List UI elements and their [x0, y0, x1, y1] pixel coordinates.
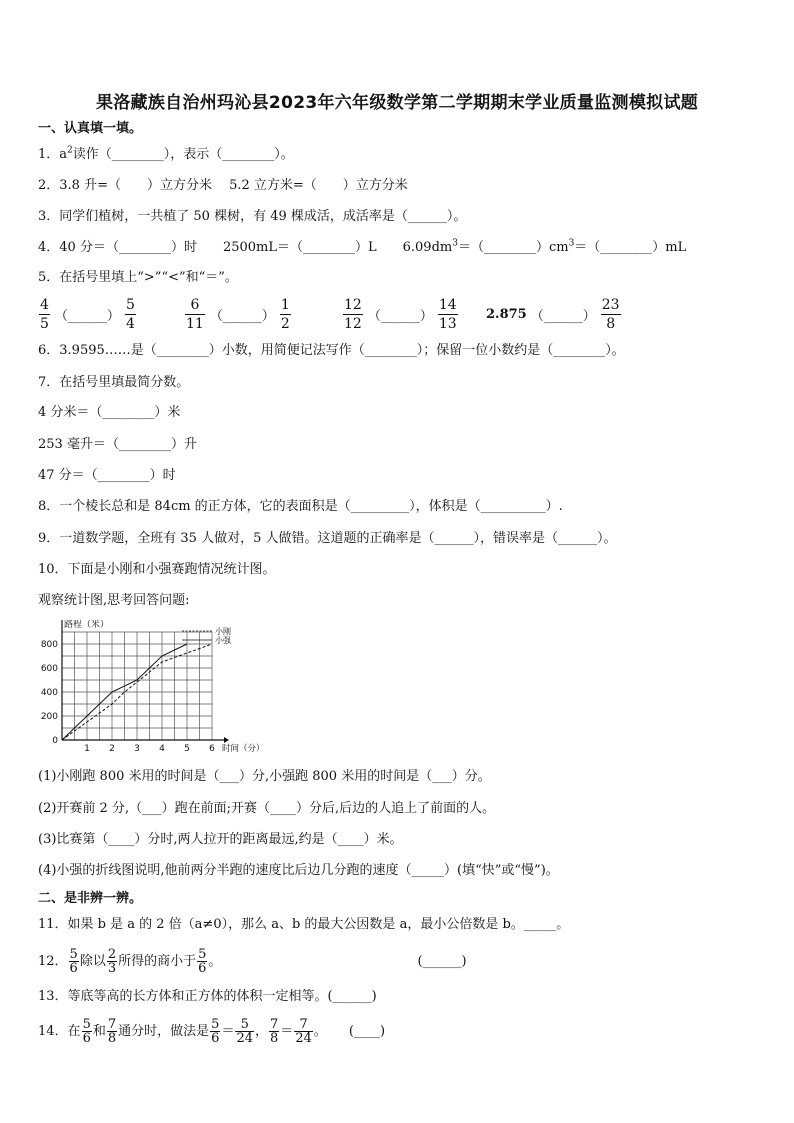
fraction: $\frac{7}{24}$ [295, 1017, 312, 1046]
comparison-item [486, 296, 622, 333]
fraction: $\frac{2}{3}$ [107, 947, 117, 976]
y-tick-label: 0 [52, 736, 58, 746]
decimal-value: 2.875 [486, 307, 527, 322]
question-7: 7．在括号里填最简分数。 [38, 375, 190, 390]
question-8: 8．一个棱长总和是 84cm 的正方体，它的表面积是（_________），体积是（__________）. [38, 499, 563, 514]
fraction: $\frac{7}{8}$ [107, 1017, 117, 1046]
question-14 [38, 1017, 385, 1047]
comparison-row [38, 296, 758, 336]
q12-text: 。 [208, 954, 222, 969]
x-tick-label: 4 [159, 744, 165, 754]
page-title: 果洛藏族自治州玛沁县2023年六年级数学第二学期期末学业质量监测模拟试题 [95, 93, 699, 113]
y-tick-label: 600 [40, 664, 58, 674]
question-7b: 253 毫升＝（________）升 [38, 437, 197, 452]
fraction: $\frac{5}{6}$ [211, 1017, 220, 1046]
question-10-1: (1)小刚跑 800 米用的时间是（___）分,小强跑 800 米用的时间是（___）分。 [38, 769, 491, 784]
x-axis-label: 时间（分） [222, 744, 265, 754]
y-tick-label: 400 [40, 688, 58, 698]
question-5: 5．在括号里填上“>”“<”和“＝”。 [38, 270, 238, 285]
y-tick-label: 800 [40, 640, 58, 650]
question-13: 13．等底等高的长方体和正方体的体积一定相等。(______) [38, 989, 377, 1004]
question-2: 2．3.8 升=（ ）立方分米 5.2 立方米=（ ）立方分米 [38, 178, 408, 193]
fraction: $\frac{7}{8}$ [270, 1017, 279, 1046]
legend-label: 小强 [215, 636, 231, 645]
equals-sign: ＝ [280, 1024, 294, 1039]
fraction: $\frac{23}{8}$ [601, 297, 620, 332]
comparison-item [342, 296, 459, 333]
question-11: 11．如果 b 是 a 的 2 倍（a≠0），那么 a、b 的最大公因数是 a，最小公倍数是 b。_____。 [38, 917, 570, 932]
answer-blank[interactable]: （______） [367, 309, 433, 324]
fraction: $\frac{5}{4}$ [125, 297, 135, 332]
x-tick-label: 1 [84, 744, 90, 754]
q12-number: 12． [38, 954, 68, 969]
x-tick-label: 2 [109, 744, 115, 754]
legend-label: 小刚 [215, 627, 231, 636]
fraction: $\frac{12}{12}$ [344, 297, 362, 332]
x-tick-label: 3 [134, 744, 140, 754]
question-10-3: (3)比赛第（____）分时,两人拉开的距离最远,约是（____）米。 [38, 832, 403, 847]
q12-text: 所得的商小于 [118, 954, 197, 969]
q1-text: 读作（________），表示（________）。 [72, 147, 294, 162]
fraction: $\frac{5}{24}$ [236, 1017, 253, 1046]
q4-part-a: 4．40 分＝（________）时 2500mL＝（________）L 6.09dm [38, 240, 453, 255]
fraction: $\frac{1}{2}$ [280, 297, 290, 332]
x-tick-label: 6 [209, 744, 215, 754]
separator: ， [255, 1024, 269, 1039]
question-12 [38, 947, 467, 977]
fraction: $\frac{14}{13}$ [438, 297, 457, 332]
q14-number: 14． [38, 1024, 68, 1039]
fraction: $\frac{5}{6}$ [198, 947, 207, 976]
question-1 [38, 146, 294, 164]
q12-text: 除以 [79, 954, 106, 969]
section-heading: 一、认真填一填。 [38, 121, 143, 136]
fraction: $\frac{6}{11}$ [186, 297, 204, 332]
equals-sign: ＝ [221, 1024, 235, 1039]
question-10-2: (2)开赛前 2 分,（___）跑在前面;开赛（____）分后,后边的人追上了前面的人。 [38, 801, 496, 816]
x-tick-label: 5 [184, 744, 190, 754]
x-axis-arrow [224, 737, 229, 743]
q14-text: 通分时，做法是 [118, 1024, 210, 1039]
fraction: $\frac{5}{6}$ [82, 1017, 91, 1046]
q1-exponent: 2 [67, 145, 73, 156]
section-heading: 二、是非辨一辨。 [38, 891, 143, 906]
q14-text: 在 [67, 1024, 81, 1039]
fraction: $\frac{4}{5}$ [40, 297, 49, 332]
q4-part-b: ＝（________）cm [457, 240, 569, 255]
q4-exponent-2: 3 [568, 238, 575, 249]
question-4 [38, 239, 686, 257]
y-tick-label: 200 [40, 712, 58, 722]
question-9: 9．一道数学题，全班有 35 人做对，5 人做错。这道题的正确率是（______），错误率是（______）。 [38, 531, 617, 546]
chart-axes [59, 620, 229, 743]
comparison-item [38, 296, 137, 333]
answer-blank[interactable]: (____) [348, 1024, 386, 1039]
q14-text: 。 [313, 1024, 327, 1039]
q4-exponent-1: 3 [452, 238, 458, 249]
race-line-chart [34, 620, 274, 755]
answer-blank[interactable]: (______) [417, 954, 467, 969]
q14-text: 和 [92, 1024, 106, 1039]
question-7c: 47 分＝（________）时 [38, 468, 176, 483]
fraction: $\frac{5}{6}$ [69, 947, 78, 976]
question-3: 3．同学们植树，一共植了 50 棵树，有 49 棵成活，成活率是（______）。 [38, 209, 467, 224]
answer-blank[interactable]: （______） [209, 309, 275, 324]
q4-part-c: ＝（________）mL [574, 240, 687, 255]
answer-blank[interactable]: （______） [530, 309, 596, 324]
question-10: 10．下面是小刚和小强赛跑情况统计图。 [38, 562, 276, 577]
comparison-item [184, 296, 292, 333]
q1-variable: a [59, 147, 68, 162]
chart-intro: 观察统计图,思考回答问题: [38, 593, 190, 608]
question-10-4: (4)小强的折线图说明,他前两分半跑的速度比后边几分跑的速度（_____）(填“快”或“慢”)。 [38, 863, 559, 878]
question-6: 6．3.9595……是（________）小数，用简便记法写作（________）；保留一位小数约是（________）。 [38, 343, 625, 358]
y-axis-label: 路程（米） [64, 620, 110, 630]
answer-blank[interactable]: （______） [54, 309, 120, 324]
q1-number: 1． [38, 147, 60, 162]
question-7a: 4 分米＝（________）米 [38, 405, 181, 420]
